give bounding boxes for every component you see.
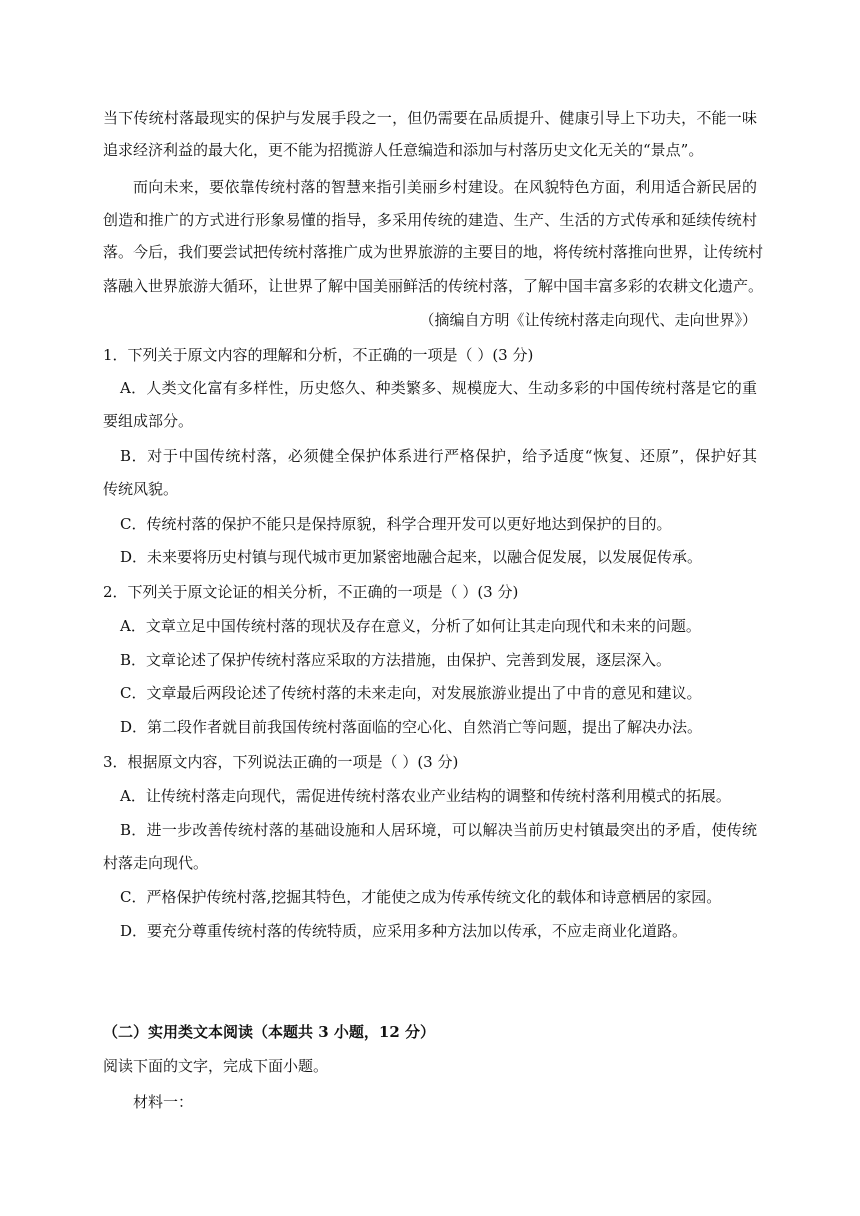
question-option: C．传统村落的保护不能只是保持原貌，科学合理开发可以更好地达到保护的目的。 <box>120 515 672 533</box>
passage-line: 当下传统村落最现实的保护与发展手段之一，但仍需要在品质提升、健康引导上下功夫，不能一味 <box>103 109 757 127</box>
question-option: B．进一步改善传统村落的基础设施和人居环境，可以解决当前历史村镇最突出的矛盾，使传统 <box>120 821 757 839</box>
question-option: A．文章立足中国传统村落的现状及存在意义，分析了如何让其走向现代和未来的问题。 <box>120 617 701 635</box>
question-option: D．第二段作者就目前我国传统村落面临的空心化、自然消亡等问题，提出了解决办法。 <box>120 718 703 736</box>
question-option: C．严格保护传统村落,挖掘其特色，才能使之成为传承传统文化的载体和诗意栖居的家园。 <box>120 888 722 906</box>
question-option-continuation: 要组成部分。 <box>103 412 194 430</box>
question-option-continuation: 传统风貌。 <box>103 480 179 498</box>
question-option: D．未来要将历史村镇与现代城市更加紧密地融合起来，以融合促发展，以发展促传承。 <box>120 548 703 566</box>
section-heading: （二）实用类文本阅读（本题共 3 小题，12 分） <box>103 1023 435 1041</box>
passage-line: 创造和推广的方式进行形象易懂的指导，多采用传统的建造、生产、生活的方式传承和延续传统村 <box>103 211 757 229</box>
question-option: B．文章论述了保护传统村落应采取的方法措施，由保护、完善到发展，逐层深入。 <box>120 651 672 669</box>
question-option: C．文章最后两段论述了传统村落的未来走向，对发展旅游业提出了中肯的意见和建议。 <box>120 684 702 702</box>
section-instruction: 阅读下面的文字，完成下面小题。 <box>103 1057 329 1075</box>
question-option: A．让传统村落走向现代，需促进传统村落农业产业结构的调整和传统村落利用模式的拓展。 <box>120 787 731 805</box>
question-option: A．人类文化富有多样性，历史悠久、种类繁多、规模庞大、生动多彩的中国传统村落是它的重 <box>120 379 757 397</box>
question-option: B．对于中国传统村落，必须健全保护体系进行严格保护，给予适度“恢复、还原”，保护好其 <box>120 447 757 465</box>
material-label: 材料一： <box>133 1093 194 1111</box>
question-stem: 3．根据原文内容，下列说法正确的一项是（ ）(3 分) <box>103 753 459 771</box>
passage-line: 而向未来，要依靠传统村落的智慧来指引美丽乡村建设。在风貌特色方面，利用适合新民居的 <box>133 178 757 196</box>
question-stem: 2．下列关于原文论证的相关分析，不正确的一项是（ ）(3 分) <box>103 583 519 601</box>
passage-source: （摘编自方明《让传统村落走向现代、走向世界》） <box>419 311 757 329</box>
question-stem: 1．下列关于原文内容的理解和分析，不正确的一项是（ ）(3 分) <box>103 346 534 364</box>
passage-line: 落融入世界旅游大循环，让世界了解中国美丽鲜活的传统村落，了解中国丰富多彩的农耕文化遗产。 <box>103 277 764 295</box>
question-option: D．要充分尊重传统村落的传统特质，应采用多种方法加以传承，不应走商业化道路。 <box>120 922 688 940</box>
passage-line: 落。今后，我们要尝试把传统村落推广成为世界旅游的主要目的地，将传统村落推向世界，让传统村 <box>103 243 764 261</box>
passage-line: 追求经济利益的最大化，更不能为招揽游人任意编造和添加与村落历史文化无关的“景点”。 <box>103 141 704 159</box>
question-option-continuation: 村落走向现代。 <box>103 854 209 872</box>
